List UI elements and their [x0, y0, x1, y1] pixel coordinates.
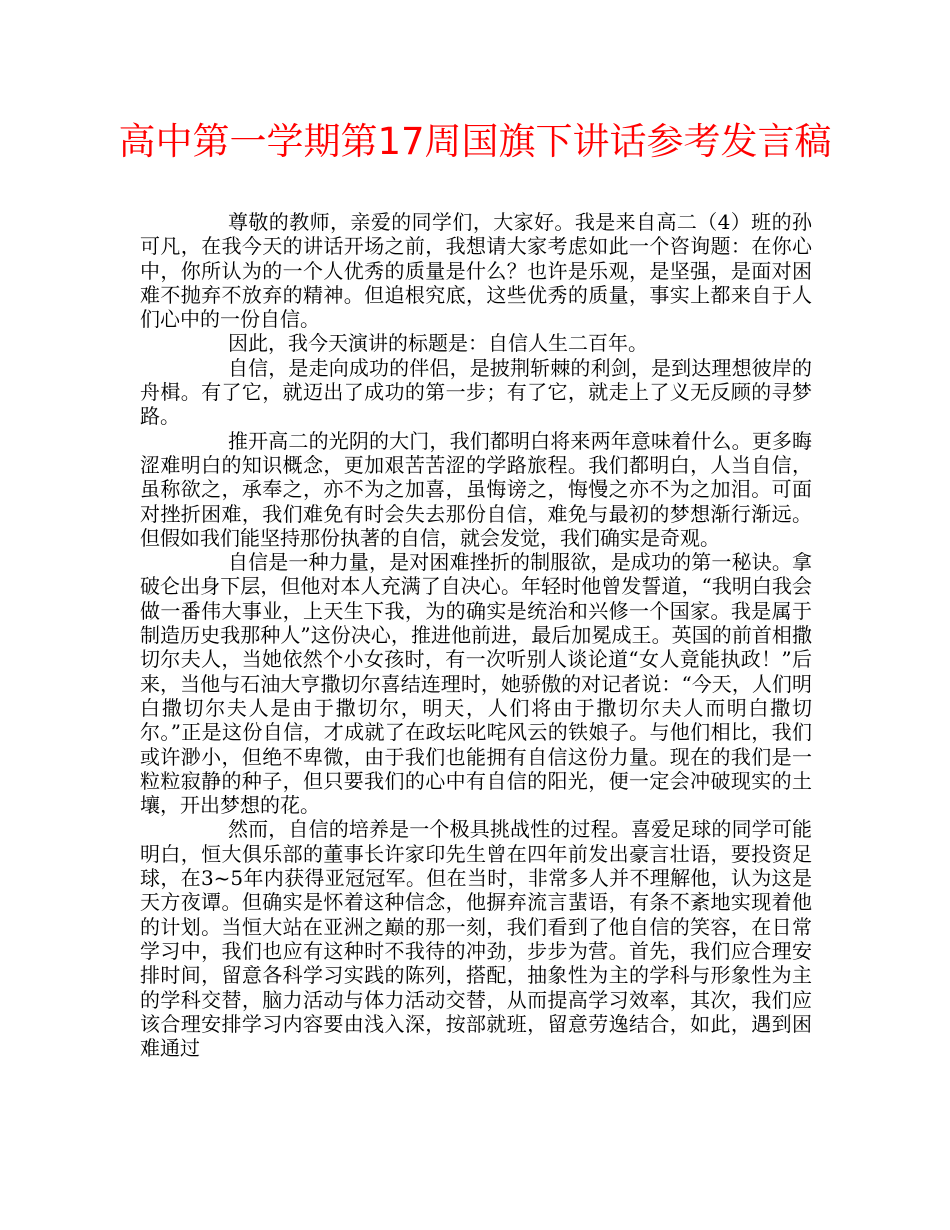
document-body	[140, 210, 812, 1060]
paragraph-greeting: 尊敬的教师，亲爱的同学们，大家好。我是来自高二（4）班的孙可凡，在我今天的讲话开场之前，我想请大家考虑如此一个咨询题：在你心中，你所认为的一个人优秀的质量是什么？也许是乐观，是坚强，是面对困难不抛弃不放弃的精神。但追根究底，这些优秀的质量，事实上都来自于人们心中的一份自信。	[140, 210, 812, 332]
paragraph-confidence-power: 自信是一种力量，是对困难挫折的制服欲，是成功的第一秘诀。拿破仑出身下层，但他对本人充满了自决心。年轻时他曾发誓道，“我明白我会做一番伟大事业，上天生下我，为的确实是统治和兴修一个国家。我是属于制造历史我那种人”这份决心，推进他前进，最后加冕成王。英国的前首相撒切尔夫人，当她依然个小女孩时，有一次听别人谈论道“女人竟能执政！”后来，当他与石油大亨撒切尔喜结连理时，她骄傲的对记者说：“今天，人们明白撒切尔夫人是由于撒切尔，明天，人们将由于撒切尔夫人而明白撒切尔。”正是这份自信，才成就了在政坛叱咤风云的铁娘子。与他们相比，我们或许渺小，但绝不卑微，由于我们也能拥有自信这份力量。现在的我们是一粒粒寂静的种子，但只要我们的心中有自信的阳光，便一定会冲破现实的土壤，开出梦想的花。	[140, 550, 812, 818]
paragraph-confidence-cultivation: 然而，自信的培养是一个极具挑战性的过程。喜爱足球的同学可能明白，恒大俱乐部的董事长许家印先生曾在四年前发出豪言壮语，要投资足球，在3~5年内获得亚冠冠军。但在当时，非常多人并不理解他，认为这是天方夜谭。但确实是怀着这种信念，他摒弃流言蜚语，有条不紊地实现着他的计划。当恒大站在亚洲之巅的那一刻，我们看到了他自信的笑容，在日常学习中，我们也应有这种时不我待的冲劲，步步为营。首先，我们应合理安排时间，留意各科学习实践的陈列，搭配，抽象性为主的学科与形象性为主的学科交替，脑力活动与体力活动交替，从而提高学习效率，其次，我们应该合理安排学习内容要由浅入深，按部就班，留意劳逸结合，如此，遇到困难通过	[140, 817, 812, 1061]
paragraph-confidence-definition: 自信，是走向成功的伴侣，是披荆斩棘的利剑，是到达理想彼岸的舟楫。有了它，就迈出了成功的第一步；有了它，就走上了义无反顾的寻梦路。	[140, 355, 812, 429]
document-title: 高中第一学期第17周国旗下讲话参考发言稿	[118, 120, 832, 163]
paragraph-grade-two: 推开高二的光阴的大门，我们都明白将来两年意味着什么。更多晦涩难明白的知识概念，更加艰苦苦涩的学路旅程。我们都明白，人当自信，虽称欲之，承奉之，亦不为之加喜，虽悔谤之，悔慢之亦不为之加泪。可面对挫折困难，我们难免有时会失去那份自信，难免与最初的梦想渐行渐远。但假如我们能坚持那份执著的自信，就会发觉，我们确实是奇观。	[140, 428, 812, 550]
paragraph-topic: 因此，我今天演讲的标题是：自信人生二百年。	[228, 331, 648, 356]
